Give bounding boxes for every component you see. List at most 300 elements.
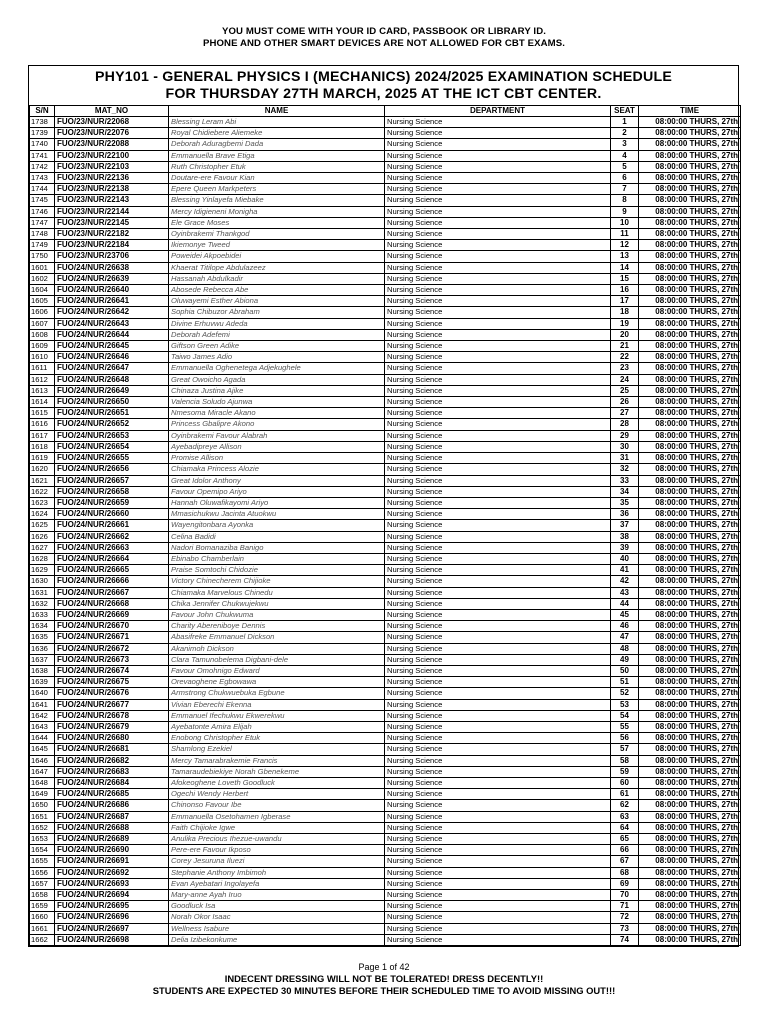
cell-name: Ebinabo Chamberlain [169,553,385,564]
cell-time: 08:00:00 THURS, 27th [639,363,741,374]
cell-seat: 44 [611,598,639,609]
cell-time: 08:00:00 THURS, 27th [639,453,741,464]
cell-department: Nursing Science [385,206,611,217]
table-row [30,497,741,508]
cell-mat-no: FUO/24/NUR/26687 [55,811,169,822]
cell-sn: 1615 [30,408,55,419]
table-row [30,621,741,632]
cell-seat: 34 [611,486,639,497]
cell-name: Epere Queen Markpeters [169,184,385,195]
cell-seat: 31 [611,453,639,464]
cell-name: Chinonso Favour Ibe [169,800,385,811]
cell-department: Nursing Science [385,576,611,587]
cell-name: Clara Tamunobelema Digbani-dele [169,654,385,665]
cell-department: Nursing Science [385,867,611,878]
cell-seat: 73 [611,923,639,934]
cell-mat-no: FUO/24/NUR/26658 [55,486,169,497]
cell-mat-no: FUO/24/NUR/26690 [55,845,169,856]
cell-name: Chiamaka Marvelous Chinedu [169,587,385,598]
cell-department: Nursing Science [385,587,611,598]
cell-department: Nursing Science [385,139,611,150]
cell-department: Nursing Science [385,184,611,195]
cell-name: Khaerat Titilope Abdulazeez [169,262,385,273]
cell-mat-no: FUO/24/NUR/26647 [55,363,169,374]
cell-name: Blessing Yinlayefa Miebake [169,195,385,206]
table-row [30,161,741,172]
table-row [30,363,741,374]
cell-seat: 30 [611,441,639,452]
cell-name: Victory Chinecherem Chijioke [169,576,385,587]
cell-mat-no: FUO/24/NUR/26667 [55,587,169,598]
dress-notice: INDECENT DRESSING WILL NOT BE TOLERATED! DRESS DECENTLY!! [224,973,544,984]
cell-time: 08:00:00 THURS, 27th [639,273,741,284]
cell-department: Nursing Science [385,878,611,889]
cell-sn: 1746 [30,206,55,217]
cell-mat-no: FUO/23/NUR/22138 [55,184,169,195]
cell-seat: 50 [611,665,639,676]
table-row [30,475,741,486]
table-row [30,923,741,934]
header-time: TIME [639,106,741,117]
cell-department: Nursing Science [385,240,611,251]
cell-sn: 1638 [30,665,55,676]
cell-name: Praise Somtochi Chidozie [169,565,385,576]
cell-department: Nursing Science [385,161,611,172]
cell-mat-no: FUO/24/NUR/26681 [55,744,169,755]
cell-time: 08:00:00 THURS, 27th [639,184,741,195]
table-row [30,430,741,441]
table-row [30,845,741,856]
cell-seat: 6 [611,173,639,184]
cell-seat: 57 [611,744,639,755]
cell-mat-no: FUO/24/NUR/26695 [55,901,169,912]
table-row [30,285,741,296]
cell-seat: 65 [611,834,639,845]
cell-time: 08:00:00 THURS, 27th [639,609,741,620]
schedule-title [29,66,738,105]
cell-name: Chika Jennifer Chukwujekwu [169,598,385,609]
cell-department: Nursing Science [385,856,611,867]
cell-sn: 1617 [30,430,55,441]
cell-sn: 1662 [30,934,55,945]
table-row [30,677,741,688]
header-name: NAME [169,106,385,117]
table-row [30,296,741,307]
cell-name: Anulika Precious Ihezue-uwandu [169,834,385,845]
table-row [30,262,741,273]
cell-department: Nursing Science [385,542,611,553]
cell-time: 08:00:00 THURS, 27th [639,789,741,800]
cell-department: Nursing Science [385,553,611,564]
table-row [30,206,741,217]
cell-sn: 1661 [30,923,55,934]
cell-time: 08:00:00 THURS, 27th [639,565,741,576]
cell-name: Tamaraudebiekiye Norah Gbenekeme [169,766,385,777]
cell-seat: 68 [611,867,639,878]
cell-time: 08:00:00 THURS, 27th [639,240,741,251]
table-row [30,565,741,576]
cell-name: Emmanuel Ifechukwu Ekwerekwu [169,710,385,721]
cell-seat: 35 [611,497,639,508]
header-department: DEPARTMENT [385,106,611,117]
cell-sn: 1634 [30,621,55,632]
cell-name: Favour Omohnigo Edward [169,665,385,676]
cell-time: 08:00:00 THURS, 27th [639,296,741,307]
cell-department: Nursing Science [385,385,611,396]
cell-seat: 22 [611,352,639,363]
cell-seat: 39 [611,542,639,553]
cell-seat: 11 [611,229,639,240]
cell-sn: 1635 [30,632,55,643]
cell-department: Nursing Science [385,329,611,340]
cell-mat-no: FUO/24/NUR/26676 [55,688,169,699]
table-row [30,128,741,139]
cell-name: Great Idolor Anthony [169,475,385,486]
table-row [30,453,741,464]
cell-name: Abasifreke Emmanuel Dickson [169,632,385,643]
cell-department: Nursing Science [385,912,611,923]
cell-mat-no: FUO/24/NUR/26656 [55,464,169,475]
cell-time: 08:00:00 THURS, 27th [639,329,741,340]
table-row [30,117,741,128]
cell-name: Oyinbrakemi Thankgod [169,229,385,240]
cell-sn: 1612 [30,374,55,385]
cell-mat-no: FUO/24/NUR/26639 [55,273,169,284]
cell-name: Divine Erhuvwu Adeda [169,318,385,329]
cell-time: 08:00:00 THURS, 27th [639,497,741,508]
cell-seat: 16 [611,285,639,296]
cell-sn: 1650 [30,800,55,811]
cell-department: Nursing Science [385,251,611,262]
table-row [30,654,741,665]
cell-name: Nmesoma Miracle Akano [169,408,385,419]
cell-name: Pere-ere Favour Ikposo [169,845,385,856]
cell-name: Faith Chijioke Igwe [169,822,385,833]
cell-time: 08:00:00 THURS, 27th [639,890,741,901]
table-row [30,632,741,643]
cell-name: Hannah Oluwafikayomi Ariyo [169,497,385,508]
table-row [30,643,741,654]
cell-name: Armstrong Chukwuebuka Egbune [169,688,385,699]
table-row [30,341,741,352]
cell-department: Nursing Science [385,643,611,654]
cell-mat-no: FUO/24/NUR/26663 [55,542,169,553]
table-row [30,744,741,755]
cell-time: 08:00:00 THURS, 27th [639,542,741,553]
cell-seat: 69 [611,878,639,889]
cell-mat-no: FUO/24/NUR/26646 [55,352,169,363]
cell-department: Nursing Science [385,441,611,452]
table-row [30,710,741,721]
cell-name: Mercy Tamarabrakemie Francis [169,755,385,766]
cell-mat-no: FUO/24/NUR/26670 [55,621,169,632]
cell-seat: 52 [611,688,639,699]
cell-mat-no: FUO/24/NUR/26668 [55,598,169,609]
cell-sn: 1644 [30,733,55,744]
cell-seat: 19 [611,318,639,329]
table-row [30,609,741,620]
header-mat-no: MAT_NO [55,106,169,117]
table-body [30,117,741,946]
cell-time: 08:00:00 THURS, 27th [639,878,741,889]
cell-department: Nursing Science [385,464,611,475]
cell-sn: 1653 [30,834,55,845]
cell-time: 08:00:00 THURS, 27th [639,553,741,564]
table-row [30,912,741,923]
cell-seat: 26 [611,397,639,408]
cell-name: Deborah Adefemi [169,329,385,340]
cell-seat: 49 [611,654,639,665]
cell-department: Nursing Science [385,822,611,833]
cell-mat-no: FUO/24/NUR/26679 [55,721,169,732]
cell-time: 08:00:00 THURS, 27th [639,598,741,609]
cell-sn: 1658 [30,890,55,901]
cell-name: Emmanuella Oghenetega Adjekughele [169,363,385,374]
cell-sn: 1745 [30,195,55,206]
cell-mat-no: FUO/23/NUR/22076 [55,128,169,139]
cell-name: Poweidei Akpoebidei [169,251,385,262]
table-row [30,229,741,240]
table-row [30,856,741,867]
cell-sn: 1649 [30,789,55,800]
cell-time: 08:00:00 THURS, 27th [639,677,741,688]
table-row [30,419,741,430]
cell-department: Nursing Science [385,934,611,945]
cell-mat-no: FUO/24/NUR/26644 [55,329,169,340]
cell-sn: 1651 [30,811,55,822]
cell-name: Goodluck Isa [169,901,385,912]
cell-name: Doutare-ere Favour Kian [169,173,385,184]
devices-notice: PHONE AND OTHER SMART DEVICES ARE NOT ALLOWED FOR CBT EXAMS. [202,38,566,49]
cell-department: Nursing Science [385,766,611,777]
cell-sn: 1742 [30,161,55,172]
cell-seat: 20 [611,329,639,340]
cell-seat: 70 [611,890,639,901]
cell-seat: 61 [611,789,639,800]
cell-department: Nursing Science [385,374,611,385]
cell-seat: 36 [611,509,639,520]
cell-department: Nursing Science [385,565,611,576]
cell-mat-no: FUO/24/NUR/26653 [55,430,169,441]
cell-seat: 54 [611,710,639,721]
cell-sn: 1750 [30,251,55,262]
cell-time: 08:00:00 THURS, 27th [639,520,741,531]
cell-mat-no: FUO/24/NUR/26660 [55,509,169,520]
cell-time: 08:00:00 THURS, 27th [639,251,741,262]
cell-sn: 1655 [30,856,55,867]
cell-mat-no: FUO/24/NUR/26674 [55,665,169,676]
cell-time: 08:00:00 THURS, 27th [639,150,741,161]
cell-name: Sophia Chibuzor Abraham [169,307,385,318]
cell-sn: 1624 [30,509,55,520]
cell-department: Nursing Science [385,117,611,128]
cell-sn: 1645 [30,744,55,755]
cell-mat-no: FUO/24/NUR/26655 [55,453,169,464]
cell-name: Ikiemonye Tweed [169,240,385,251]
cell-time: 08:00:00 THURS, 27th [639,867,741,878]
cell-seat: 42 [611,576,639,587]
cell-department: Nursing Science [385,475,611,486]
cell-seat: 43 [611,587,639,598]
cell-name: Nadori Bomanaziba Banigo [169,542,385,553]
cell-name: Great Owoicho Agada [169,374,385,385]
cell-department: Nursing Science [385,901,611,912]
cell-time: 08:00:00 THURS, 27th [639,195,741,206]
header-seat: SEAT [611,106,639,117]
cell-mat-no: FUO/24/NUR/26698 [55,934,169,945]
table-row [30,755,741,766]
cell-mat-no: FUO/24/NUR/26691 [55,856,169,867]
cell-department: Nursing Science [385,341,611,352]
cell-sn: 1632 [30,598,55,609]
table-row [30,184,741,195]
cell-department: Nursing Science [385,755,611,766]
cell-seat: 18 [611,307,639,318]
cell-department: Nursing Science [385,150,611,161]
header-sn: S/N [30,106,55,117]
cell-department: Nursing Science [385,744,611,755]
table-row [30,890,741,901]
cell-sn: 1629 [30,565,55,576]
cell-time: 08:00:00 THURS, 27th [639,397,741,408]
cell-department: Nursing Science [385,509,611,520]
cell-sn: 1621 [30,475,55,486]
cell-sn: 1740 [30,139,55,150]
cell-seat: 59 [611,766,639,777]
cell-time: 08:00:00 THURS, 27th [639,486,741,497]
cell-department: Nursing Science [385,520,611,531]
cell-time: 08:00:00 THURS, 27th [639,385,741,396]
cell-time: 08:00:00 THURS, 27th [639,856,741,867]
cell-department: Nursing Science [385,128,611,139]
table-row [30,251,741,262]
cell-seat: 64 [611,822,639,833]
cell-seat: 15 [611,273,639,284]
cell-time: 08:00:00 THURS, 27th [639,285,741,296]
table-row [30,441,741,452]
cell-time: 08:00:00 THURS, 27th [639,408,741,419]
cell-name: Favour John Chukwuma [169,609,385,620]
cell-seat: 48 [611,643,639,654]
cell-name: Deborah Aduragbemi Dada [169,139,385,150]
cell-name: Celina Badidi [169,531,385,542]
cell-time: 08:00:00 THURS, 27th [639,834,741,845]
cell-time: 08:00:00 THURS, 27th [639,173,741,184]
cell-department: Nursing Science [385,430,611,441]
cell-sn: 1605 [30,296,55,307]
table-row [30,553,741,564]
table-row [30,699,741,710]
cell-sn: 1652 [30,822,55,833]
cell-name: Promise Allison [169,453,385,464]
cell-department: Nursing Science [385,497,611,508]
cell-name: Delia Izibekonkume [169,934,385,945]
cell-seat: 8 [611,195,639,206]
cell-name: Orevaoghene Egbowawa [169,677,385,688]
cell-department: Nursing Science [385,229,611,240]
cell-sn: 1749 [30,240,55,251]
cell-seat: 40 [611,553,639,564]
cell-time: 08:00:00 THURS, 27th [639,800,741,811]
cell-mat-no: FUO/24/NUR/26642 [55,307,169,318]
cell-name: Ruth Christopher Etuk [169,161,385,172]
table-row [30,811,741,822]
cell-sn: 1741 [30,150,55,161]
cell-time: 08:00:00 THURS, 27th [639,688,741,699]
cell-department: Nursing Science [385,453,611,464]
page-number: Page 1 of 42 [358,962,410,972]
cell-name: Blessing Leram Abi [169,117,385,128]
cell-seat: 74 [611,934,639,945]
table-row [30,587,741,598]
cell-department: Nursing Science [385,621,611,632]
table-row [30,777,741,788]
cell-time: 08:00:00 THURS, 27th [639,665,741,676]
cell-sn: 1657 [30,878,55,889]
table-row [30,576,741,587]
cell-department: Nursing Science [385,262,611,273]
cell-mat-no: FUO/24/NUR/26675 [55,677,169,688]
cell-mat-no: FUO/24/NUR/26683 [55,766,169,777]
cell-sn: 1636 [30,643,55,654]
cell-department: Nursing Science [385,598,611,609]
cell-sn: 1620 [30,464,55,475]
cell-sn: 1609 [30,341,55,352]
cell-mat-no: FUO/24/NUR/26665 [55,565,169,576]
cell-name: Akanimoh Dickson [169,643,385,654]
cell-seat: 13 [611,251,639,262]
cell-department: Nursing Science [385,677,611,688]
cell-seat: 25 [611,385,639,396]
table-row [30,665,741,676]
cell-department: Nursing Science [385,733,611,744]
table-row [30,397,741,408]
cell-department: Nursing Science [385,811,611,822]
cell-mat-no: FUO/24/NUR/26669 [55,609,169,620]
cell-sn: 1743 [30,173,55,184]
cell-time: 08:00:00 THURS, 27th [639,464,741,475]
cell-time: 08:00:00 THURS, 27th [639,699,741,710]
cell-seat: 41 [611,565,639,576]
cell-name: Oluwayemi Esther Abiona [169,296,385,307]
cell-mat-no: FUO/23/NUR/23706 [55,251,169,262]
table-row [30,520,741,531]
cell-sn: 1604 [30,285,55,296]
cell-sn: 1643 [30,721,55,732]
cell-name: Stephanie Anthony Imbimoh [169,867,385,878]
table-row [30,733,741,744]
cell-mat-no: FUO/24/NUR/26661 [55,520,169,531]
cell-mat-no: FUO/24/NUR/26672 [55,643,169,654]
cell-sn: 1627 [30,542,55,553]
table-row [30,721,741,732]
cell-time: 08:00:00 THURS, 27th [639,845,741,856]
cell-mat-no: FUO/24/NUR/26684 [55,777,169,788]
cell-mat-no: FUO/24/NUR/26666 [55,576,169,587]
cell-mat-no: FUO/23/NUR/22068 [55,117,169,128]
cell-sn: 1637 [30,654,55,665]
cell-seat: 37 [611,520,639,531]
cell-sn: 1602 [30,273,55,284]
cell-mat-no: FUO/24/NUR/26677 [55,699,169,710]
cell-seat: 23 [611,363,639,374]
cell-department: Nursing Science [385,352,611,363]
cell-name: Enobong Christopher Etuk [169,733,385,744]
cell-name: Giftson Green Adike [169,341,385,352]
cell-time: 08:00:00 THURS, 27th [639,621,741,632]
cell-time: 08:00:00 THURS, 27th [639,262,741,273]
cell-mat-no: FUO/23/NUR/22100 [55,150,169,161]
